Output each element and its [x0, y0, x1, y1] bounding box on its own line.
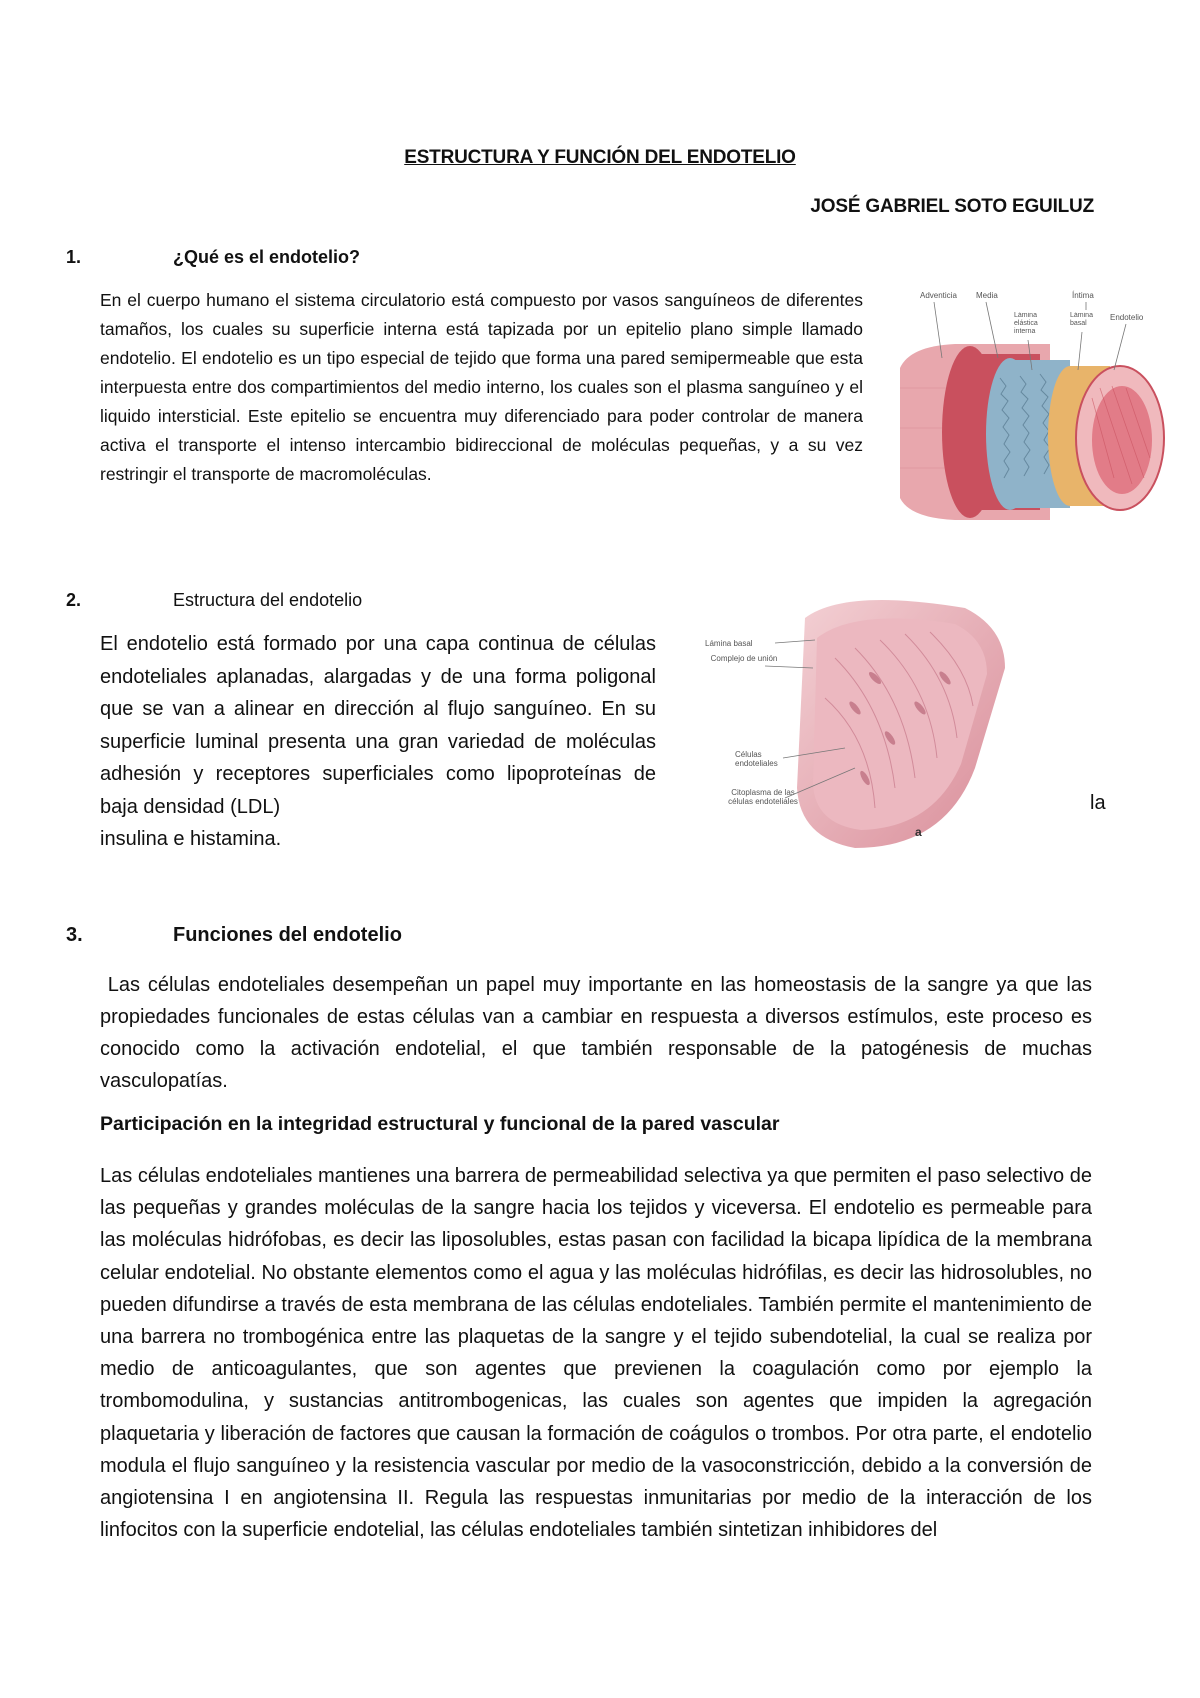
section-title: Funciones del endotelio: [173, 924, 402, 946]
figure-label: Íntima: [1072, 291, 1094, 300]
figure-panel-letter: a: [915, 825, 922, 839]
blood-vessel-layers-figure: [900, 288, 1170, 528]
section-2-body-end: insulina e histamina.: [100, 828, 282, 850]
vessel-lumen: [1092, 386, 1152, 494]
figure-label: Células endoteliales: [735, 750, 778, 768]
section-2-paragraph: [100, 628, 656, 856]
section-number: 1.: [66, 247, 82, 267]
section-1-paragraph: En el cuerpo humano el sistema circulatorio está compuesto por vasos sanguíneos de diferentes tamaños, los cuales su superficie interna está tapizada por un epitelio plano simple llamado endotelio. El endotelio es un tipo especial de tejido que forma una pared semipermeable que esta interpuesta entre dos compartimientos del medio interno, los cuales son el plasma sanguíneo y el liquido intersticial. Este epitelio se encuentra muy diferenciado para poder controlar de manera activa el transporte el intenso intercambio bidireccional de moléculas pequeñas, y a su vez restringir el transporte de macromoléculas.: [100, 290, 863, 484]
figure-label: Adventicia: [920, 291, 957, 300]
vessel-layers-illustration: [900, 288, 1170, 528]
figure-label-wrap: [709, 654, 779, 680]
figure-label-wrap: [1070, 312, 1104, 336]
document-author: JOSÉ GABRIEL SOTO EGUILUZ: [810, 196, 1094, 217]
figure-label-wrap: [725, 788, 801, 828]
figure-label-wrap: [1014, 312, 1058, 346]
figure-label: Endotelio: [1110, 313, 1144, 322]
section-2-body: El endotelio está formado por una capa continua de células endoteliales aplanadas, alargadas y de una forma poligonal que se van a alinear en dirección al flujo sanguíneo. En su superficie luminal presenta una gran variedad de moléculas adhesión y receptores superficiales como lipoproteínas de baja densidad (LDL): [100, 633, 656, 818]
section-number: 2.: [66, 590, 82, 610]
section-3-paragraph: Las células endoteliales desempeñan un papel muy importante en las homeostasis de la sangre ya que las propiedades funcionales de estas células van a cambiar en respuesta a diversos estímulos, este proceso es conocido como la activación endotelial, el que también responsable de la patogénesis de muchas vasculopatías.: [100, 974, 1092, 1092]
section-2-body-tail: la: [1090, 792, 1106, 814]
section-number: 3.: [66, 924, 83, 946]
figure-label: Lámina elástica interna: [1014, 312, 1038, 335]
section-3-paragraph-2: Las células endoteliales mantienes una barrera de permeabilidad selectiva ya que permiten el paso selectivo de las pequeñas y grandes moléculas de la sangre hacia los tejidos y viceversa. El endotelio es permeable para las moléculas hidrófobas, es decir las liposolubles, estas pasan con facilidad la bicapa lipídica de la membrana celular endotelial. No obstante elementos como el agua y las moléculas hidrófilas, es decir las hidrosolubles, no pueden difundirse a través de esta membrana de las células endoteliales. También permite el mantenimiento de una barrera no trombogénica entre las plaquetas de la sangre y el tejido subendotelial, la cual se realiza por medio de anticoagulantes, que son agentes que previenen la coagulación como por ejemplo la trombomodulina, y sustancias antitrombogenicas, las cuales son agentes que impiden la agregación plaquetaria y liberación de factores que causan la formación de coágulos o trombos. Por otra parte, el endotelio modula el flujo sanguíneo y la resistencia vascular por medio de la vasoconstricción, debido a la conversión de angiotensina I en angiotensina II. Regula las respuestas inmunitarias por medio de la interacción de los linfocitos con la superficie endotelial, las células endoteliales también sintetizan inhibidores del: [100, 1165, 1092, 1542]
document-title: ESTRUCTURA Y FUNCIÓN DEL ENDOTELIO: [404, 147, 796, 168]
figure-label: Citoplasma de las células endoteliales: [728, 788, 798, 806]
figure-label: Lámina basal: [1070, 312, 1093, 327]
section-title: ¿Qué es el endotelio?: [173, 247, 361, 267]
figure-label: Media: [976, 291, 998, 300]
section-title: Estructura del endotelio: [173, 590, 363, 610]
figure-label: Complejo de unión: [710, 654, 778, 663]
vessel-lumen-surface: [813, 618, 987, 830]
section-3-subheading: Participación en la integridad estructural y funcional de la pared vascular: [100, 1113, 780, 1135]
figure-label: Lámina basal: [705, 639, 753, 648]
endothelium-illustration: [705, 588, 1045, 858]
endothelium-structure-figure: [705, 588, 1045, 858]
figure-label-wrap: [735, 750, 795, 776]
